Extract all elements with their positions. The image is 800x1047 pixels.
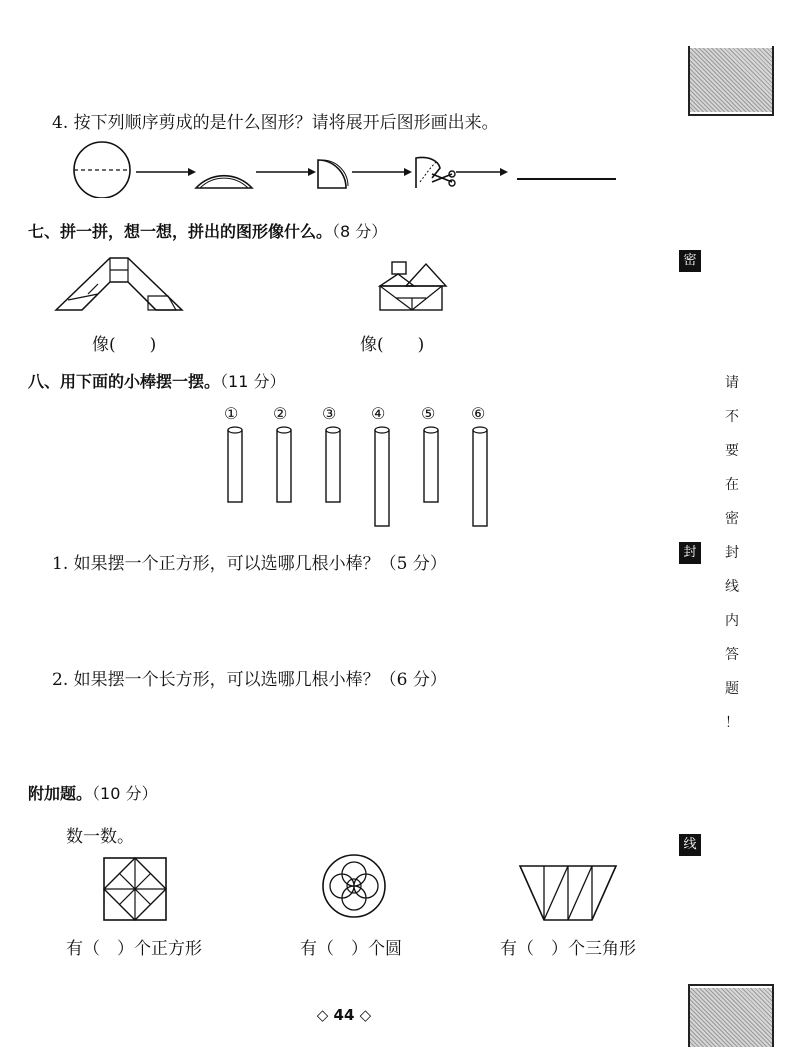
notice-char: ！ [725,715,739,731]
stick-6 [473,427,487,526]
section-8-question-2: 2. 如果摆一个长方形，可以选哪几根小棒？（6 分） [52,670,447,690]
cut-shape [416,157,440,188]
seal-label-xian: 线 [679,834,701,856]
arrow-icon [404,168,412,176]
notice-char: 封 [725,545,739,561]
stick-1 [228,427,242,502]
tangram-figure-left [52,252,192,316]
circles-figure [320,852,388,920]
notice-char: 题 [725,681,739,697]
arrow-icon [188,168,196,176]
answer-circles[interactable]: 有（ ）个圆 [300,939,402,959]
sticks-illustration [220,424,500,532]
squares-figure [102,856,170,924]
notice-char: 要 [725,443,739,459]
section-7-title: 七、拼一拼，想一想，拼出的图形像什么。（8 分） [28,222,388,241]
notice-char: 密 [725,511,739,527]
seal-label-mi: 密 [679,250,701,272]
stick-4 [375,427,389,526]
quarter-circle-shape [318,160,346,188]
question-4-text: 4. 按下列顺序剪成的是什么图形？请将展开后图形画出来。 [52,113,499,133]
stick-3 [326,427,340,502]
bonus-title: 附加题。（10 分） [28,784,158,803]
arrow-icon [500,168,508,176]
paper-cutting-sequence [60,138,630,198]
notice-char: 在 [725,477,739,493]
semicircle-shape [196,176,252,188]
tangram-answer-right[interactable]: 像( ) [360,335,425,355]
answer-triangles[interactable]: 有（ ）个三角形 [500,939,636,959]
notice-char: 请 [725,375,739,391]
notice-char: 内 [725,613,739,629]
stick-label-4: ④ [371,404,386,423]
notice-char: 线 [725,579,739,595]
stick-5 [424,427,438,502]
stick-2 [277,427,291,502]
bonus-subtitle: 数一数。 [66,827,134,847]
stick-label-5: ⑤ [421,404,436,423]
arrow-icon [308,168,316,176]
seal-label-feng: 封 [679,542,701,564]
page-number: ◇ 44 ◇ [316,1006,372,1024]
stick-label-2: ② [273,404,288,423]
stick-label-1: ① [224,404,239,423]
section-8-question-1: 1. 如果摆一个正方形，可以选哪几根小棒？（5 分） [52,554,447,574]
stick-label-6: ⑥ [471,404,486,423]
binding-hatch-top [690,48,772,112]
tangram-figure-house [376,258,456,318]
answer-squares[interactable]: 有（ ）个正方形 [66,939,202,959]
tangram-answer-left[interactable]: 像( ) [92,335,157,355]
binding-hatch-bottom [690,988,772,1047]
section-8-title: 八、用下面的小棒摆一摆。（11 分） [28,372,286,391]
notice-char: 不 [725,409,739,425]
triangles-figure [516,862,620,924]
notice-char: 答 [725,647,739,663]
stick-label-3: ③ [322,404,337,423]
